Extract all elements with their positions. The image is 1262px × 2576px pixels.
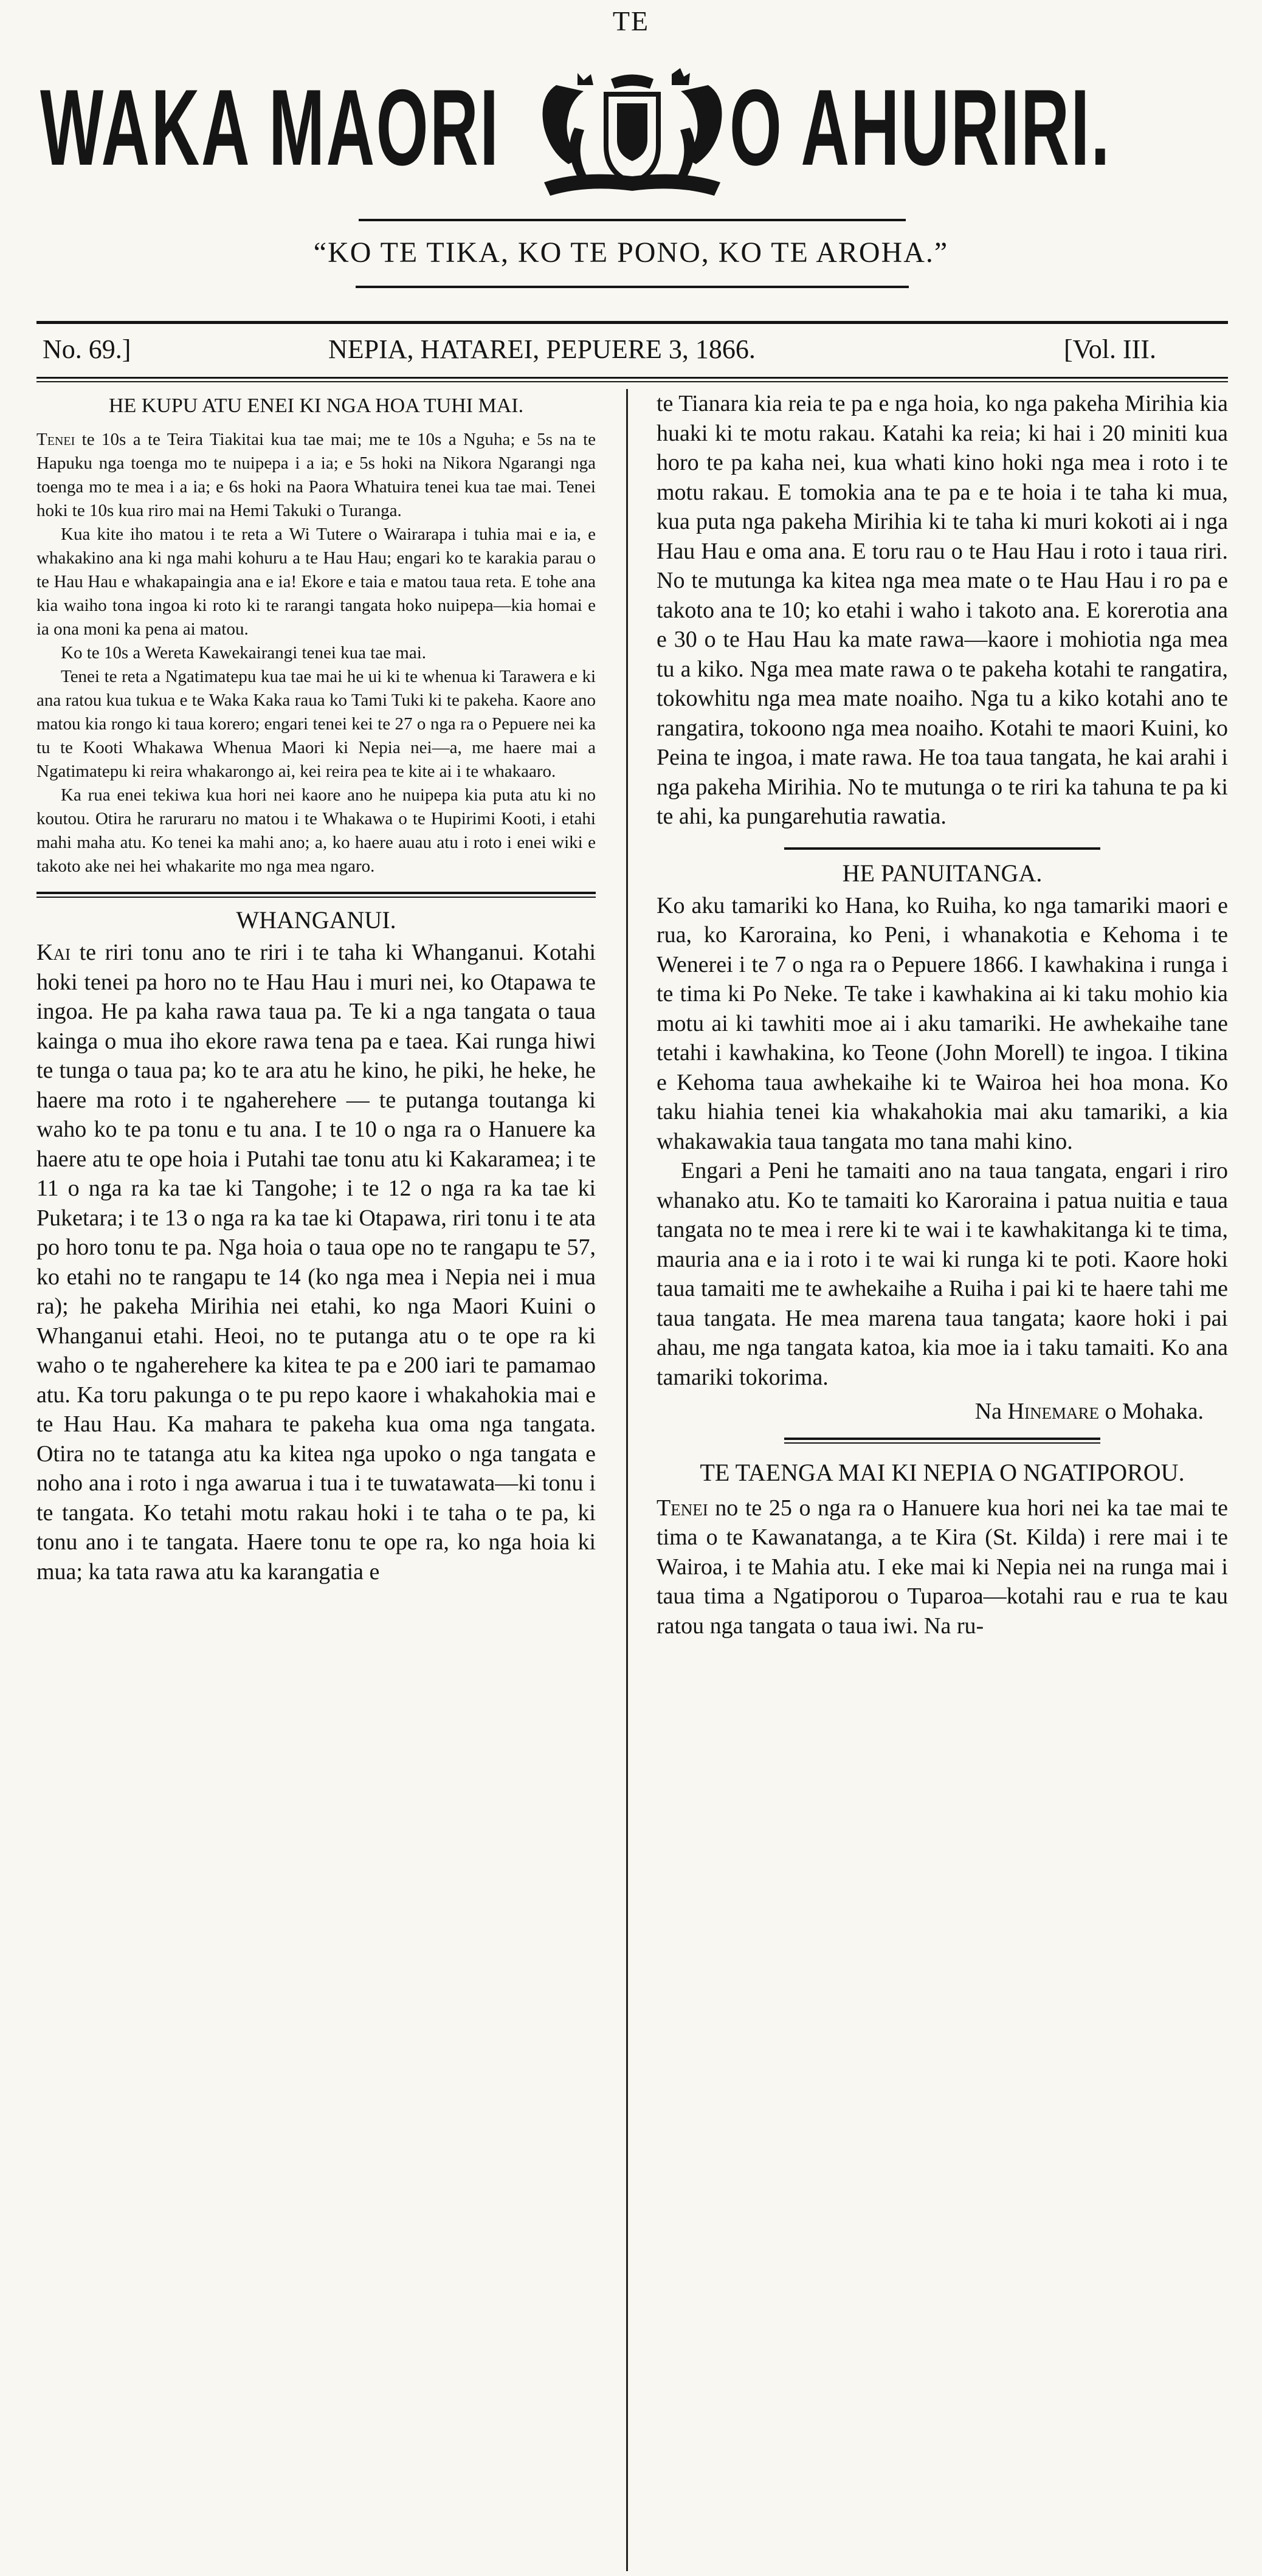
masthead-rule <box>359 219 906 221</box>
panuitanga-signature <box>657 1397 1228 1427</box>
section-rule-2 <box>784 1442 1100 1444</box>
notice-paragraph: Ka rua enei tekiwa kua hori nei kaore ano he nuipepa kia puta atu ki no koutou. Otira he raruraru no matou i te Whakawa o te Hupirimi Kooti, i etahi mahi maha atu. Ko tenei ka mahi ano; a, ko haere auau atu i roto i enei wiki e takoto ake nei hei whakarite mo nga mea ngaro. <box>36 785 596 876</box>
masthead-prefix: TE <box>612 5 650 36</box>
issue-place-date: NEPIA, HATAREI, PEPUERE 3, 1866. <box>328 334 756 364</box>
whanganui-continued-paragraph: te Tianara kia reia te pa e nga hoia, ko nga pakeha Mirihia kia huaki ki te motu rakau. Katahi ka reia; ki hai i 20 miniti kua horo te pa kaha nei, kua whati kino hoki nga mea i roto i te motu rakau. E tomokia ana te pa e te hoia i te taha ki mua, kua puta nga pakeha Mirihia ki te taha ki muri kokoti ai i nga Hau Hau e oma ana. E toru rau o te Hau Hau i roto i taua riri. No te mutunga ka kitea nga mea mate o te Hau Hau i ro pa e takoto ana te 10; ko etahi i waho i takoto ana. E korerotia ana e 30 o te Hau Hau ka mate rawa—kaore i mohiotia nga mea tu a kiko. Nga mea mate rawa o te pakeha kotahi te rangatira, tokowhitu nga mea mate noaiho. Nga tu a kiko kotahi ano te rangatira, tokoono nga mea noaiho. Kotahi te maori Kuini, ko Peina te ingoa, i mate rawa. He toa taua tangata, he kai arahi i nga pakeha Mirihia. No te mutunga o te riri ka tahuna te pa ki te ahi, ka pungarehutia rawatia. <box>657 391 1228 829</box>
notice-text: te 10s a te Teira Tiakitai kua tae mai; me te 10s a Nguha; e 5s na te Hapuku nga toenga mo te nuipepa i a ia; e 5s hoki na Nikora Ngarangi nga toenga mo te mea i a ia; e 6s hoki na Paora Whatuira tenei kua tae mai. Tenei hoki te 10s kua riro mai na Hemi Takuki o Turanga. <box>36 430 596 520</box>
masthead-motto: “KO TE TIKA, KO TE PONO, KO TE AROHA.” <box>313 236 949 269</box>
panuitanga-paragraph: Ko aku tamariki ko Hana, ko Ruiha, ko nga tamariki maori e rua, ko Karoraina, ko Peni, i whanakotia e Kehoma i te Wenerei i te 7 o nga ra o Pepuere 1866. I kawhakina i runga i te tima ki Po Neke. Te take i kawhakina ai ki taku mohio kia motu ai ki tawhiti moe ai i aku tamariki. He awhekaihe tane tetahi i kawhakina, ko Teone (John Morell) te ingoa. I tikina e Kehoma taua awhekaihe ki te Wairoa hei hoa mona. Ko taku hiahia tenei kia whakahokia mai aku tamariki, a kia whakawakia taua tangata mo tana mahi kino. <box>657 892 1228 1154</box>
signature-suffix: o Mohaka. <box>1105 1399 1204 1424</box>
masthead-title-left: WAKA MAORI <box>40 67 500 188</box>
motto-rule <box>356 286 909 288</box>
ngatiporou-text: no te 25 o nga ra o Hanuere kua hori nei ka tae mai te tima o te Kawanatanga, a te Kira (St. Kilda) i rere mai i te Wairoa, i te Mahia atu. I eke mai ki Nepia nei na runga mai i taua tima a Ngatiporou o Tuparoa—kotahi rau e rua te kau ratou nga tangata o taua iwi. Na ru- <box>657 1495 1228 1639</box>
whanganui-text: te riri tonu ano te riri i te taha ki Whanganui. Kotahi hoki tenei pa horo no te Hau Hau i muri nei, ko Otapawa te ingoa. He pa kaha rawa taua pa. Te ki a nga tangata o taua kainga o mua iho ekore rawa tena pa e taea. Kai runga hiwi te tunga o taua pa; ko te ara atu he kino, he piki, he heke, he haere ma roto i te ngaherehere — te putanga toutanga ki waho ko te pa tonu e tu ana. I te 10 o nga ra o Hanuere ka haere atu te ope hoia i Putahi tae tonu atu ki Kakaramea; i te 11 o nga ra ka tae ki Tangohe; i te 12 o nga ra ka tae ki Puketara; i te 13 o nga ra ka tae ki Otapawa, riri tonu i te ata po horo tonu te pa. Nga hoia o taua ope no te rangapu te 57, ko etahi no te rangapu te 14 (ko nga mea i Nepia nei i mua ra); he pakeha Mirihia nei etahi, ko nga Maori Kuini o Whanganui etahi. Heoi, no te putanga atu o te ope ra ki waho o te ngaherehere ka kitea te pa e 200 iari te pamamao atu. Ka toru pakunga o te pu repo kaore i whakahokia mai e te Hau Hau. Ka mahara te pakeha kua oma nga tangata. Otira no te tatanga atu ka kitea nga upoko o nga tangata e noho ana i roto i nga awarua i tua i te tuwatawata—ki tonu i te tangata. Ko tetahi motu rakau hoki i te taha o te pa, ki tonu ano i te tangata. Haere tonu te ope ra, ko nga hoia ki mua; ka tata rawa atu ka karangatia e <box>36 940 596 1585</box>
column-divider <box>626 389 628 2571</box>
notice-paragraph: Tenei te reta a Ngatimatepu kua tae mai he ui ki te whenua ki Tarawera e ki ana ratou kua tukua e te Waka Kaka raua ko Tami Tuki ki te pakeha. Kaore ano matou kia rongo ki taua korero; engari tenei kei te 27 o nga ra o Pepuere nei ka tu te Kooti Whakawa Whenua Maori ki Nepia nei—a, me haere mai a Ngatimatepu ki reira whakarongo ai, kei reira pea te kite ai i te whakaaro. <box>36 667 596 781</box>
section-rule <box>36 892 596 894</box>
dateline-bottom-rule <box>36 377 1228 379</box>
issue-volume: [Vol. III. <box>1064 334 1156 364</box>
left-column <box>36 389 596 1586</box>
section-rule-2 <box>36 897 596 898</box>
masthead-title-right: O AHURIRI. <box>729 67 1111 188</box>
signature-name: Hinemare <box>1007 1399 1099 1424</box>
issue-number: No. 69.] <box>43 334 131 364</box>
section-rule <box>784 847 1100 850</box>
ngatiporou-paragraph <box>657 1493 1228 1641</box>
section-rule <box>784 1438 1100 1440</box>
dateline-top-rule <box>36 321 1228 324</box>
ngatiporou-heading: TE TAENGA MAI KI NEPIA O NGATIPOROU. <box>700 1458 1185 1486</box>
signature-prefix: Na <box>974 1399 1002 1424</box>
dateline-bottom-rule-2 <box>36 381 1228 382</box>
right-column <box>657 389 1228 1641</box>
ngatiporou-lead: Tenei <box>657 1495 708 1521</box>
notice-lead: Tenei <box>36 430 75 449</box>
notice-heading: HE KUPU ATU ENEI KI NGA HOA TUHI MAI. <box>108 394 524 417</box>
panuitanga-heading: HE PANUITANGA. <box>842 859 1043 887</box>
whanganui-lead: Kai <box>36 940 71 965</box>
notice-paragraph: Kua kite iho matou i te reta a Wi Tutere o Wairarapa i tuhia mai e ia, e whakakino ana ki nga mahi kohuru a te Hau Hau; engari ko te karakia parau o te Hau Hau e whakapaingia ana e ia! Ekore e taia e matou taua reta. E tohe ana kia waiho tona ingoa ki roto ki te rarangi tangata hoko nuipepa—kia homai e ia ona moni ka pena ai matou. <box>36 525 596 639</box>
notice-paragraph <box>36 428 596 523</box>
whanganui-heading: WHANGANUI. <box>236 906 396 934</box>
royal-coat-of-arms-icon <box>520 61 745 219</box>
notice-paragraph: Ko te 10s a Wereta Kawekairangi tenei kua tae mai. <box>61 643 427 663</box>
whanganui-paragraph <box>36 938 596 1586</box>
panuitanga-paragraph: Engari a Peni he tamaiti ano na taua tangata, engari i riro whanako atu. Ko te tamaiti ko Karoraina i patua nuitia e taua tangata no te mea i rere ki te wai i te kawhakitanga ki te tima, mauria ana e ia i roto i te wai ki runga ki te poti. Kaore hoki taua tamaiti me te awhekaihe a Ruiha i pai ki te haere tahi me taua tangata. He mea marena taua tangata; kaore hoki i pai ahau, me nga tangata katoa, kia moe ia i taku tamaiti. Ko ana tamariki tokorima. <box>657 1158 1228 1390</box>
